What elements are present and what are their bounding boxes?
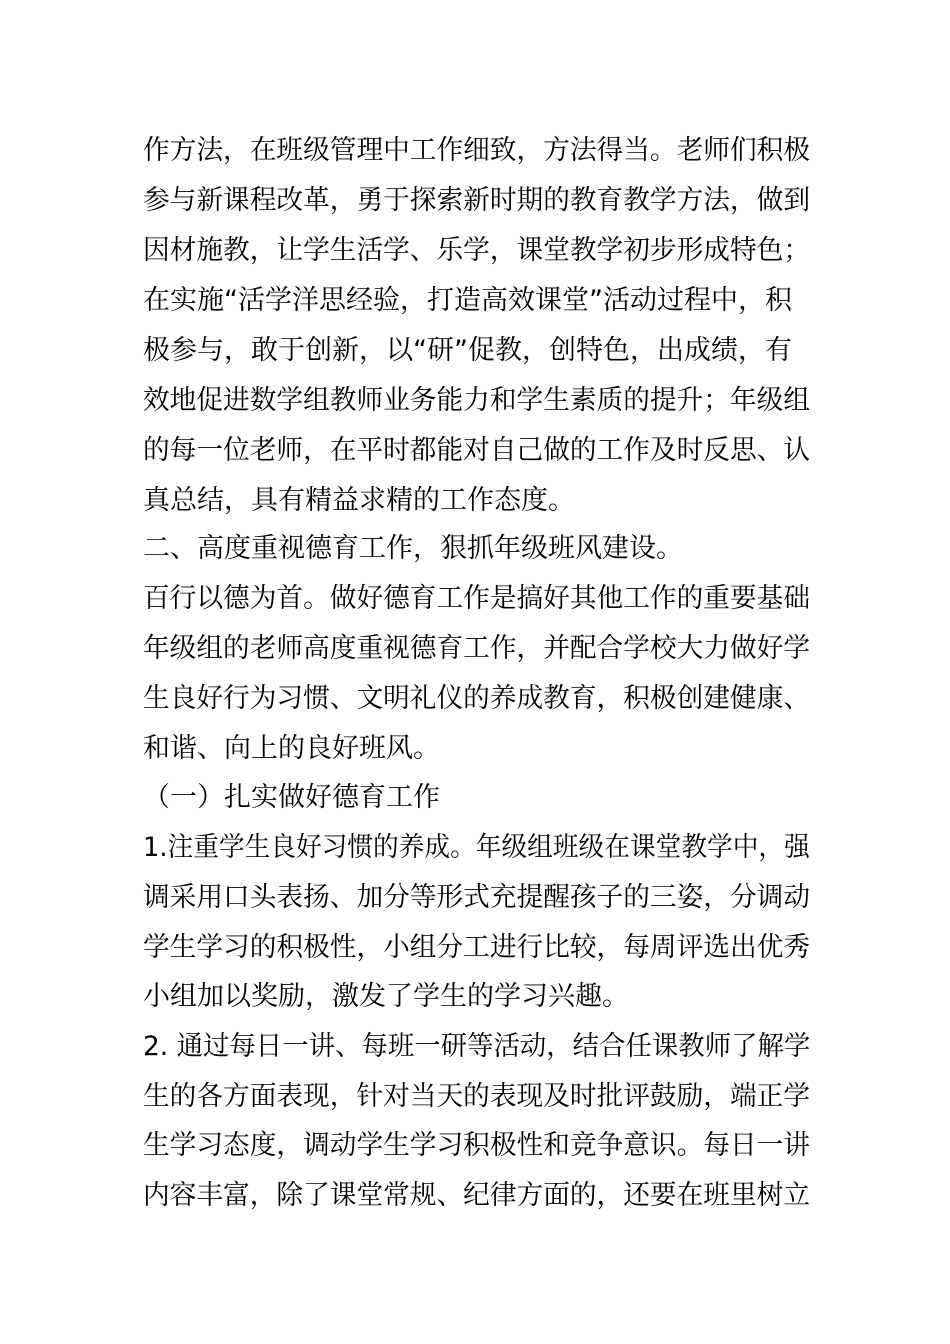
text-line: 百行以德为首。做好德育工作是搞好其他工作的重要基础 <box>143 583 810 614</box>
text-line: 真总结，具有精益求精的工作态度。 <box>143 485 575 516</box>
subsection-heading: （一）扎实做好德育工作 <box>143 782 440 813</box>
text-line: 和谐、向上的良好班风。 <box>143 733 440 764</box>
text-line: 的每一位老师，在平时都能对自己做的工作及时反思、认 <box>143 435 810 466</box>
text-line: 调采用口头表扬、加分等形式充提醒孩子的三姿，分调动 <box>143 882 810 913</box>
text-line: 2. 通过每日一讲、每班一研等活动，结合任课教师了解学 <box>143 1031 811 1062</box>
text-line: 在实施“活学洋思经验，打造高效课堂”活动过程中，积 <box>143 285 792 316</box>
text-line: 生良好行为习惯、文明礼仪的养成教育，积极创建健康、 <box>143 683 810 714</box>
section-heading: 二、高度重视德育工作，狠抓年级班风建设。 <box>143 533 683 564</box>
text-line: 作方法，在班级管理中工作细致，方法得当。老师们积极 <box>143 135 810 166</box>
text-line: 生的各方面表现，针对当天的表现及时批评鼓励，端正学 <box>143 1081 810 1112</box>
text-line: 学生学习的积极性，小组分工进行比较，每周评选出优秀 <box>143 932 810 963</box>
text-line: 小组加以奖励，激发了学生的学习兴趣。 <box>143 981 629 1012</box>
text-line: 年级组的老师高度重视德育工作，并配合学校大力做好学 <box>143 633 810 664</box>
text-line: 内容丰富，除了课堂常规、纪律方面的，还要在班里树立 <box>143 1180 810 1211</box>
text-line: 1.注重学生良好习惯的养成。年级组班级在课堂教学中，强 <box>143 832 810 863</box>
text-line: 极参与，敢于创新，以“研”促教，创特色，出成绩，有 <box>143 335 792 366</box>
text-line: 生学习态度，调动学生学习积极性和竞争意识。每日一讲 <box>143 1130 810 1161</box>
text-line: 效地促进数学组教师业务能力和学生素质的提升；年级组 <box>143 385 810 416</box>
text-line: 因材施教，让学生活学、乐学，课堂教学初步形成特色； <box>143 235 810 266</box>
text-line: 参与新课程改革，勇于探索新时期的教育教学方法，做到 <box>143 185 810 216</box>
